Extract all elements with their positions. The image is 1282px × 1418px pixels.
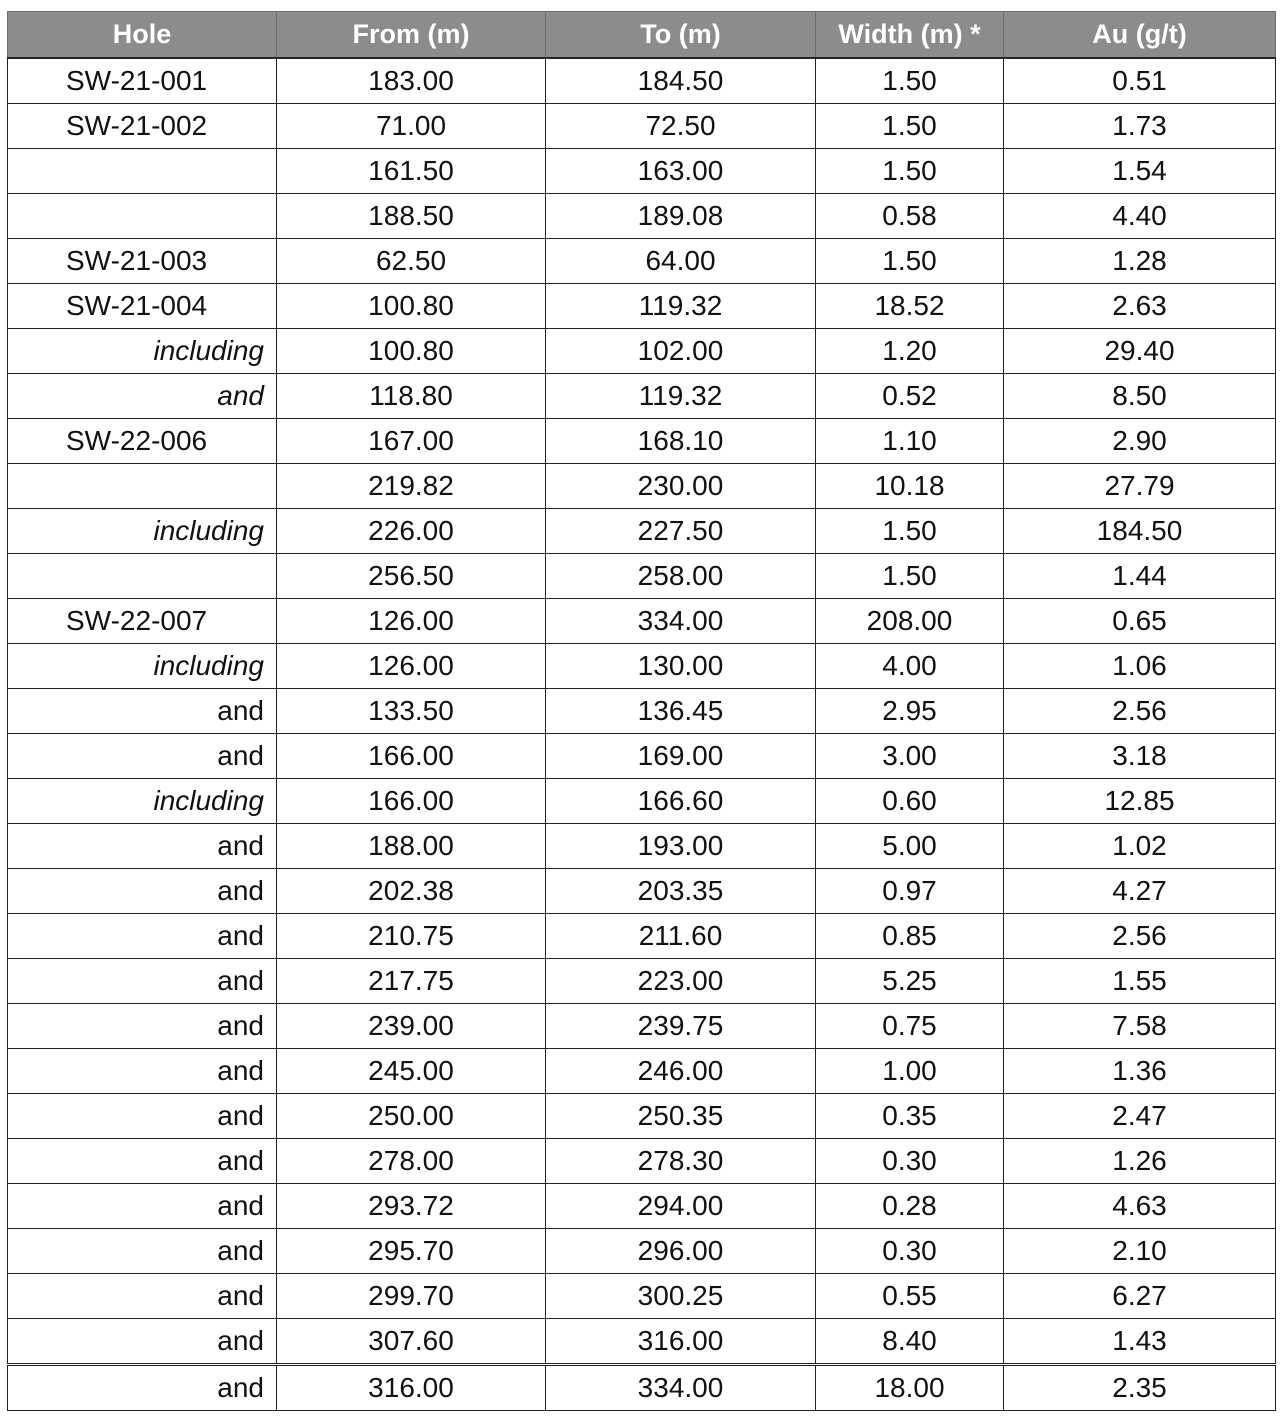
width-cell: 1.50 — [816, 149, 1004, 194]
table-row — [8, 329, 1276, 374]
width-cell: 1.00 — [816, 1049, 1004, 1094]
width-cell: 8.40 — [816, 1319, 1004, 1365]
from-cell: 278.00 — [277, 1139, 546, 1184]
au-grade-cell: 4.40 — [1004, 194, 1276, 239]
table-row — [8, 1365, 1276, 1411]
table-row — [8, 824, 1276, 869]
to-cell: 258.00 — [546, 554, 816, 599]
from-cell: 256.50 — [277, 554, 546, 599]
table-row — [8, 959, 1276, 1004]
to-cell: 203.35 — [546, 869, 816, 914]
to-cell: 184.50 — [546, 58, 816, 104]
qualifier-cell: and — [8, 1049, 277, 1094]
width-cell: 5.00 — [816, 824, 1004, 869]
from-cell: 210.75 — [277, 914, 546, 959]
width-cell: 1.50 — [816, 554, 1004, 599]
to-cell: 130.00 — [546, 644, 816, 689]
qualifier-cell: and — [8, 374, 277, 419]
table-row — [8, 509, 1276, 554]
hole-id-cell: SW-21-003 — [8, 239, 277, 284]
width-cell: 0.55 — [816, 1274, 1004, 1319]
to-cell: 294.00 — [546, 1184, 816, 1229]
to-cell: 296.00 — [546, 1229, 816, 1274]
from-cell: 293.72 — [277, 1184, 546, 1229]
to-cell: 64.00 — [546, 239, 816, 284]
table-body — [8, 58, 1276, 1411]
table-row — [8, 149, 1276, 194]
au-grade-cell: 0.51 — [1004, 58, 1276, 104]
to-cell: 230.00 — [546, 464, 816, 509]
qualifier-cell: and — [8, 1365, 277, 1411]
au-grade-cell: 2.35 — [1004, 1365, 1276, 1411]
from-cell: 226.00 — [277, 509, 546, 554]
to-cell: 227.50 — [546, 509, 816, 554]
qualifier-cell: including — [8, 779, 277, 824]
table-row — [8, 1139, 1276, 1184]
to-cell: 239.75 — [546, 1004, 816, 1049]
au-grade-cell: 2.56 — [1004, 689, 1276, 734]
from-cell: 295.70 — [277, 1229, 546, 1274]
table-row — [8, 239, 1276, 284]
to-cell: 211.60 — [546, 914, 816, 959]
qualifier-cell: and — [8, 1139, 277, 1184]
width-cell: 208.00 — [816, 599, 1004, 644]
width-cell: 1.10 — [816, 419, 1004, 464]
au-grade-cell: 1.26 — [1004, 1139, 1276, 1184]
qualifier-cell: and — [8, 1184, 277, 1229]
from-cell: 183.00 — [277, 58, 546, 104]
from-cell: 118.80 — [277, 374, 546, 419]
to-cell: 334.00 — [546, 599, 816, 644]
from-cell: 71.00 — [277, 104, 546, 149]
au-grade-cell: 2.47 — [1004, 1094, 1276, 1139]
from-cell: 167.00 — [277, 419, 546, 464]
from-cell: 219.82 — [277, 464, 546, 509]
column-header-from: From (m) — [277, 12, 546, 59]
au-grade-cell: 1.73 — [1004, 104, 1276, 149]
width-cell: 5.25 — [816, 959, 1004, 1004]
table-row — [8, 869, 1276, 914]
qualifier-cell: and — [8, 1229, 277, 1274]
table-row — [8, 1094, 1276, 1139]
table-row — [8, 58, 1276, 104]
table-row — [8, 464, 1276, 509]
table-row — [8, 1184, 1276, 1229]
table-row — [8, 284, 1276, 329]
au-grade-cell: 2.56 — [1004, 914, 1276, 959]
to-cell: 278.30 — [546, 1139, 816, 1184]
header-row — [8, 12, 1276, 59]
au-grade-cell: 4.27 — [1004, 869, 1276, 914]
from-cell: 62.50 — [277, 239, 546, 284]
qualifier-cell: and — [8, 1319, 277, 1365]
qualifier-cell: and — [8, 824, 277, 869]
from-cell: 307.60 — [277, 1319, 546, 1365]
to-cell: 102.00 — [546, 329, 816, 374]
column-header-hole: Hole — [8, 12, 277, 59]
empty-hole-cell — [8, 149, 277, 194]
au-grade-cell: 1.06 — [1004, 644, 1276, 689]
table-row — [8, 689, 1276, 734]
qualifier-cell: including — [8, 509, 277, 554]
width-cell: 1.50 — [816, 509, 1004, 554]
from-cell: 217.75 — [277, 959, 546, 1004]
table-header — [8, 12, 1276, 59]
width-cell: 0.30 — [816, 1229, 1004, 1274]
au-grade-cell: 1.54 — [1004, 149, 1276, 194]
table-row — [8, 779, 1276, 824]
from-cell: 100.80 — [277, 284, 546, 329]
au-grade-cell: 2.63 — [1004, 284, 1276, 329]
width-cell: 1.20 — [816, 329, 1004, 374]
width-cell: 3.00 — [816, 734, 1004, 779]
hole-id-cell: SW-21-002 — [8, 104, 277, 149]
column-header-width: Width (m) * — [816, 12, 1004, 59]
table-row — [8, 419, 1276, 464]
qualifier-cell: including — [8, 644, 277, 689]
width-cell: 1.50 — [816, 104, 1004, 149]
table-row — [8, 1049, 1276, 1094]
table-row — [8, 1004, 1276, 1049]
to-cell: 334.00 — [546, 1365, 816, 1411]
from-cell: 202.38 — [277, 869, 546, 914]
width-cell: 0.28 — [816, 1184, 1004, 1229]
qualifier-cell: and — [8, 959, 277, 1004]
to-cell: 168.10 — [546, 419, 816, 464]
au-grade-cell: 0.65 — [1004, 599, 1276, 644]
width-cell: 1.50 — [816, 239, 1004, 284]
width-cell: 10.18 — [816, 464, 1004, 509]
qualifier-cell: and — [8, 914, 277, 959]
au-grade-cell: 184.50 — [1004, 509, 1276, 554]
au-grade-cell: 1.44 — [1004, 554, 1276, 599]
from-cell: 250.00 — [277, 1094, 546, 1139]
qualifier-cell: and — [8, 689, 277, 734]
width-cell: 18.52 — [816, 284, 1004, 329]
hole-id-cell: SW-21-001 — [8, 58, 277, 104]
au-grade-cell: 3.18 — [1004, 734, 1276, 779]
width-cell: 0.52 — [816, 374, 1004, 419]
column-header-to: To (m) — [546, 12, 816, 59]
table-row — [8, 1229, 1276, 1274]
table-row — [8, 599, 1276, 644]
width-cell: 18.00 — [816, 1365, 1004, 1411]
to-cell: 119.32 — [546, 374, 816, 419]
au-grade-cell: 6.27 — [1004, 1274, 1276, 1319]
empty-hole-cell — [8, 554, 277, 599]
to-cell: 169.00 — [546, 734, 816, 779]
hole-id-cell: SW-21-004 — [8, 284, 277, 329]
from-cell: 161.50 — [277, 149, 546, 194]
from-cell: 133.50 — [277, 689, 546, 734]
empty-hole-cell — [8, 464, 277, 509]
hole-id-cell: SW-22-007 — [8, 599, 277, 644]
au-grade-cell: 1.02 — [1004, 824, 1276, 869]
from-cell: 126.00 — [277, 644, 546, 689]
to-cell: 250.35 — [546, 1094, 816, 1139]
table-row — [8, 1274, 1276, 1319]
to-cell: 223.00 — [546, 959, 816, 1004]
hole-id-cell: SW-22-006 — [8, 419, 277, 464]
table-row — [8, 734, 1276, 779]
qualifier-cell: and — [8, 734, 277, 779]
width-cell: 2.95 — [816, 689, 1004, 734]
from-cell: 126.00 — [277, 599, 546, 644]
qualifier-cell: including — [8, 329, 277, 374]
to-cell: 193.00 — [546, 824, 816, 869]
to-cell: 189.08 — [546, 194, 816, 239]
assay-results-table — [7, 11, 1276, 1411]
width-cell: 0.75 — [816, 1004, 1004, 1049]
au-grade-cell: 2.90 — [1004, 419, 1276, 464]
from-cell: 188.00 — [277, 824, 546, 869]
to-cell: 72.50 — [546, 104, 816, 149]
empty-hole-cell — [8, 194, 277, 239]
width-cell: 0.58 — [816, 194, 1004, 239]
table-row — [8, 194, 1276, 239]
to-cell: 246.00 — [546, 1049, 816, 1094]
width-cell: 0.30 — [816, 1139, 1004, 1184]
from-cell: 188.50 — [277, 194, 546, 239]
to-cell: 300.25 — [546, 1274, 816, 1319]
qualifier-cell: and — [8, 1274, 277, 1319]
to-cell: 163.00 — [546, 149, 816, 194]
table-row — [8, 914, 1276, 959]
from-cell: 299.70 — [277, 1274, 546, 1319]
au-grade-cell: 2.10 — [1004, 1229, 1276, 1274]
width-cell: 0.60 — [816, 779, 1004, 824]
au-grade-cell: 7.58 — [1004, 1004, 1276, 1049]
to-cell: 316.00 — [546, 1319, 816, 1365]
au-grade-cell: 1.36 — [1004, 1049, 1276, 1094]
from-cell: 166.00 — [277, 779, 546, 824]
table-row — [8, 1319, 1276, 1365]
qualifier-cell: and — [8, 1004, 277, 1049]
table-row — [8, 644, 1276, 689]
width-cell: 0.35 — [816, 1094, 1004, 1139]
au-grade-cell: 4.63 — [1004, 1184, 1276, 1229]
au-grade-cell: 12.85 — [1004, 779, 1276, 824]
au-grade-cell: 1.43 — [1004, 1319, 1276, 1365]
au-grade-cell: 27.79 — [1004, 464, 1276, 509]
to-cell: 166.60 — [546, 779, 816, 824]
width-cell: 4.00 — [816, 644, 1004, 689]
width-cell: 1.50 — [816, 58, 1004, 104]
qualifier-cell: and — [8, 1094, 277, 1139]
au-grade-cell: 29.40 — [1004, 329, 1276, 374]
width-cell: 0.97 — [816, 869, 1004, 914]
table-row — [8, 104, 1276, 149]
from-cell: 245.00 — [277, 1049, 546, 1094]
width-cell: 0.85 — [816, 914, 1004, 959]
to-cell: 119.32 — [546, 284, 816, 329]
from-cell: 166.00 — [277, 734, 546, 779]
to-cell: 136.45 — [546, 689, 816, 734]
au-grade-cell: 1.55 — [1004, 959, 1276, 1004]
from-cell: 100.80 — [277, 329, 546, 374]
table-row — [8, 374, 1276, 419]
au-grade-cell: 1.28 — [1004, 239, 1276, 284]
qualifier-cell: and — [8, 869, 277, 914]
table-row — [8, 554, 1276, 599]
au-grade-cell: 8.50 — [1004, 374, 1276, 419]
from-cell: 239.00 — [277, 1004, 546, 1049]
column-header-au: Au (g/t) — [1004, 12, 1276, 59]
from-cell: 316.00 — [277, 1365, 546, 1411]
